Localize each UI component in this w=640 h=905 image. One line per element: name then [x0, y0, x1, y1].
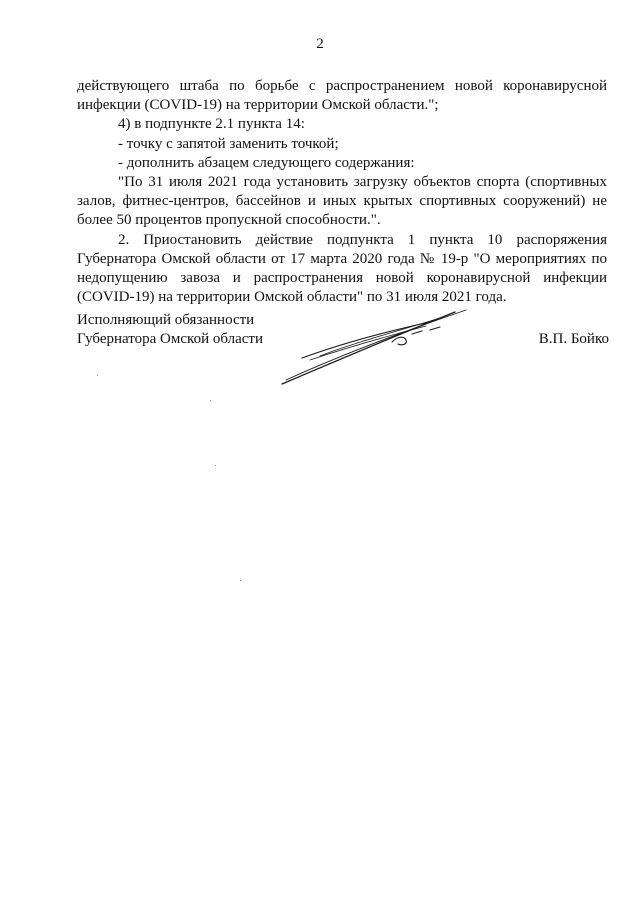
paragraph-replace-semicolon: - точку с запятой заменить точкой; — [118, 135, 339, 152]
paragraph-item-2: 2. Приостановить действие подпункта 1 пункта 10 распоряжения Губернатора Омской области от 17 марта 2020 года № 19-р "О мероприятиях по недопущению завоза и распространения новой коронавирусной инфекции (COVID-19) на территории Омской области" по 31 июля 2021 года. — [77, 231, 607, 306]
paragraph-continuation: действующего штаба по борьбе с распространением новой коронавирусной инфекции (COVID-19) на территории Омской области."; — [77, 78, 607, 114]
signer-title — [77, 311, 287, 349]
signer-name: В.П. Бойко — [538, 331, 609, 348]
signer-title-line-2: Губернатора Омской области — [77, 331, 263, 348]
scan-speck — [210, 400, 211, 401]
scan-speck — [215, 465, 216, 466]
scan-speck — [240, 580, 241, 581]
paragraph-item-4: 4) в подпункте 2.1 пункта 14: — [118, 116, 305, 133]
signer-title-line-1: Исполняющий обязанности — [77, 312, 255, 328]
paragraph-quoted-clause: "По 31 июля 2021 года установить загрузку объектов спорта (спортивных залов, фитнес-центров, бассейнов и иных крытых спортивных сооружений) не более 50 процентов пропускной способности.". — [77, 174, 607, 229]
page-number: 2 — [316, 36, 324, 52]
scan-speck — [97, 375, 98, 376]
paragraph-add-clause: - дополнить абзацем следующего содержания: — [118, 154, 415, 171]
document-body — [77, 77, 607, 307]
handwritten-signature — [280, 302, 470, 392]
